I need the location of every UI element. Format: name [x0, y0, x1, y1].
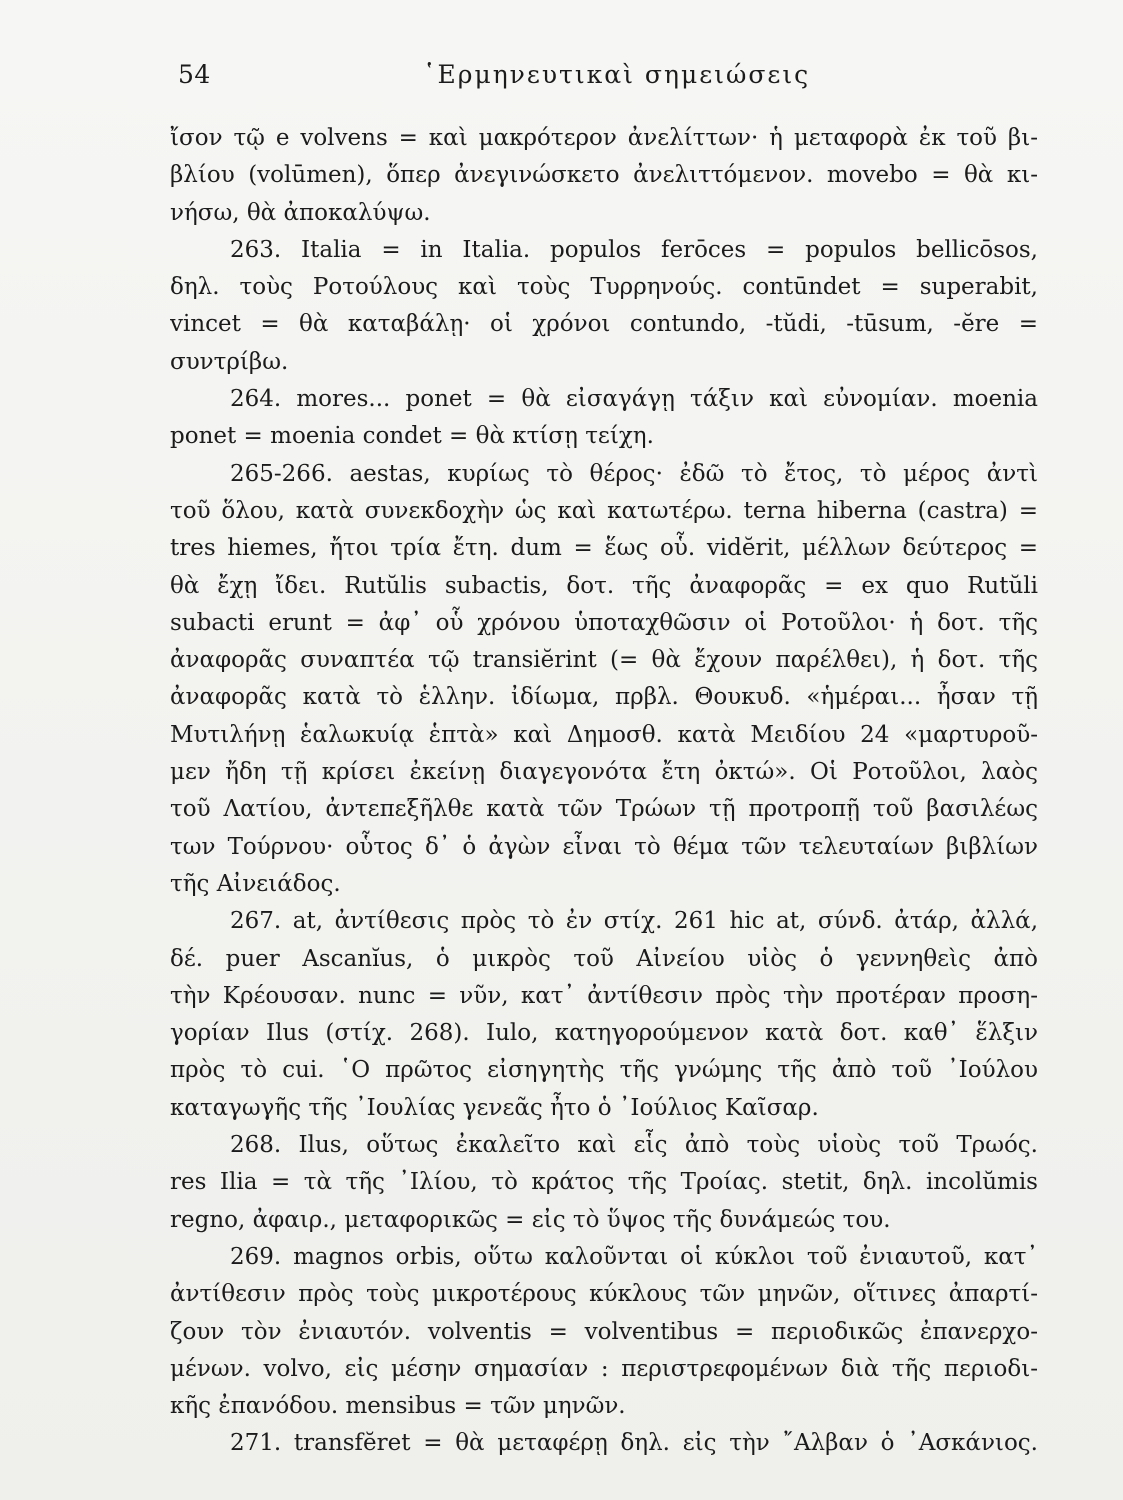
text-line: καταγωγῆς τῆς ᾽Ιουλίας γενεᾶς ἦτο ὁ ᾽Ιούλιος Καῖσαρ.	[170, 1094, 819, 1121]
page-number: 54	[178, 60, 211, 89]
text-line: Μυτιλήνῃ ἑαλωκυίᾳ ἑπτὰ» καὶ Δημοσθ. κατὰ Μειδίου 24 «μαρτυροῦ-	[170, 721, 1038, 748]
text-line: μεν ἤδη τῇ κρίσει ἐκείνῃ διαγεγονότα ἔτη ὀκτώ». Οἱ Ροτοῦλοι, λαὸς	[170, 759, 1038, 786]
text-line: συντρίβω.	[170, 348, 289, 375]
text-line: vincet = θὰ καταβάλῃ· οἱ χρόνοι contundo, -tŭdi, -tūsum, -ĕre =	[170, 311, 1038, 338]
text-line: 265-266. aestas, κυρίως τὸ θέρος· ἐδῶ τὸ ἔτος, τὸ μέρος ἀντὶ	[230, 460, 1038, 487]
text-line: βλίου (volūmen), ὅπερ ἀνεγινώσκετο ἀνελιττόμενον. movebo = θὰ κι-	[170, 162, 1038, 189]
text-line: γορίαν Ilus (στίχ. 268). Iulo, κατηγορούμενον κατὰ δοτ. καθ᾽ ἕλξιν	[170, 1020, 1038, 1047]
text-line: πρὸς τὸ cui. ῾Ο πρῶτος εἰσηγητὴς τῆς γνώμης τῆς ἀπὸ τοῦ ᾽Ιούλου	[170, 1057, 1038, 1084]
text-line: θὰ ἔχῃ ἴδει. Rutŭlis subactis, δοτ. τῆς ἀναφορᾶς = ex quo Rutŭli	[170, 572, 1038, 599]
text-line: regno, ἀφαιρ., μεταφορικῶς = εἰς τὸ ὕψος τῆς δυνάμεώς του.	[170, 1206, 891, 1233]
text-line: κῆς ἐπανόδου. mensibus = τῶν μηνῶν.	[170, 1393, 626, 1420]
text-line: των Τούρνου· οὗτος δ᾽ ὁ ἀγὼν εἶναι τὸ θέμα τῶν τελευταίων βιβλίων	[170, 833, 1038, 860]
text-line: 271. transfĕret = θὰ μεταφέρῃ δηλ. εἰς τὴν ῎Αλβαν ὁ ᾽Ασκάνιος.	[230, 1430, 1038, 1457]
commentary-body	[170, 120, 1038, 1463]
text-line: ἀντίθεσιν πρὸς τοὺς μικροτέρους κύκλους τῶν μηνῶν, οἵτινες ἀπαρτί-	[170, 1281, 1038, 1308]
page-header	[178, 60, 1038, 96]
text-line: τοῦ Λατίου, ἀντεπεξῆλθε κατὰ τῶν Τρώων τῇ προτροπῇ τοῦ βασιλέως	[170, 796, 1038, 823]
text-line: μένων. volvo, εἰς μέσην σημασίαν : περιστρεφομένων διὰ τῆς περιοδι-	[170, 1355, 1038, 1382]
text-line: τὴν Κρέουσαν. nunc = νῦν, κατ᾽ ἀντίθεσιν πρὸς τὴν προτέραν προση-	[170, 982, 1038, 1009]
text-line: 268. Ilus, οὕτως ἐκαλεῖτο καὶ εἷς ἀπὸ τοὺς υἱοὺς τοῦ Τρωός.	[230, 1132, 1038, 1159]
text-line: δέ. puer Ascanĭus, ὁ μικρὸς τοῦ Αἰνείου υἱὸς ὁ γεννηθεὶς ἀπὸ	[170, 945, 1038, 972]
text-line: tres hiemes, ἤτοι τρία ἔτη. dum = ἕως οὗ. vidĕrit, μέλλων δεύτερος =	[170, 535, 1038, 562]
text-line: ἀναφορᾶς κατὰ τὸ ἑλλην. ἰδίωμα, πρβλ. Θουκυδ. «ἡμέραι... ἦσαν τῇ	[170, 684, 1038, 711]
text-line: ponet = moenia condet = θὰ κτίσῃ τείχη.	[170, 423, 654, 450]
text-line: 269. magnos orbis, οὕτω καλοῦνται οἱ κύκλοι τοῦ ἐνιαυτοῦ, κατ᾽	[230, 1243, 1038, 1270]
text-line: ἀναφορᾶς συναπτέα τῷ transiĕrint (= θὰ ἔχουν παρέλθει), ἡ δοτ. τῆς	[170, 647, 1038, 674]
text-line: res Ilia = τὰ τῆς ᾽Ιλίου, τὸ κράτος τῆς Τροίας. stetit, δηλ. incolŭmis	[170, 1169, 1038, 1196]
text-line: subacti erunt = ἀφ᾽ οὗ χρόνου ὑποταχθῶσιν οἱ Ροτοῦλοι· ἡ δοτ. τῆς	[170, 609, 1038, 636]
text-line: ζουν τὸν ἐνιαυτόν. volventis = volventibus = περιοδικῶς ἐπανερχο-	[170, 1318, 1038, 1345]
text-line: τῆς Αἰνειάδος.	[170, 870, 341, 897]
text-line: 267. at, ἀντίθεσις πρὸς τὸ ἐν στίχ. 261 hic at, σύνδ. ἀτάρ, ἀλλά,	[230, 908, 1038, 935]
text-line: νήσω, θὰ ἀποκαλύψω.	[170, 199, 431, 226]
text-line: τοῦ ὅλου, κατὰ συνεκδοχὴν ὡς καὶ κατωτέρω. terna hiberna (castra) =	[170, 497, 1038, 524]
text-line: ἴσον τῷ e volvens = καὶ μακρότερον ἀνελίττων· ἡ μεταφορὰ ἐκ τοῦ βι-	[170, 125, 1038, 151]
text-line: 263. Italia = in Italia. populos ferōces = populos bellicōsos,	[230, 236, 1038, 263]
text-line: 264. mores... ponet = θὰ εἰσαγάγῃ τάξιν καὶ εὐνομίαν. moenia	[230, 386, 1038, 413]
running-head: ῾Ερμηνευτικαὶ σημειώσεις	[423, 60, 811, 89]
text-line: δηλ. τοὺς Ροτούλους καὶ τοὺς Τυρρηνούς. contūndet = superabit,	[170, 274, 1038, 301]
